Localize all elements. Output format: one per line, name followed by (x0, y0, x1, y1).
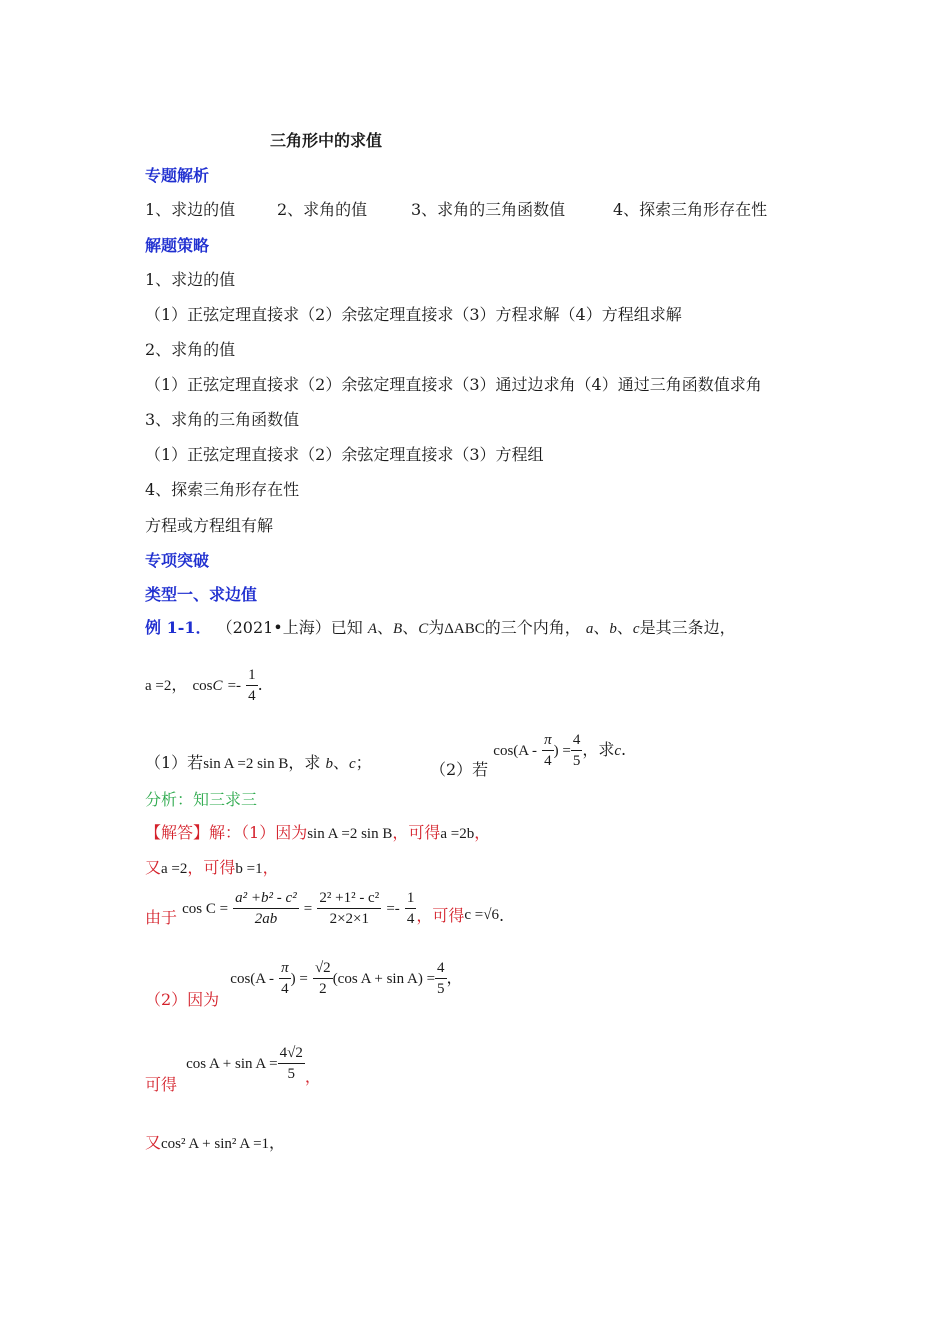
solution-line-6 (145, 1130, 285, 1153)
var-A: A (367, 621, 378, 637)
solution-line-2 (145, 855, 279, 878)
separator: 、 (377, 618, 394, 637)
q2-end: . (621, 740, 627, 759)
var-a: a (585, 621, 594, 637)
numerator: 1 (405, 888, 417, 909)
var-c: c (614, 743, 622, 759)
example-statement (145, 615, 736, 638)
p1-get: ，可得 (392, 823, 441, 842)
denominator: 4 (248, 688, 256, 704)
heading-analysis: 专题解析 (145, 166, 210, 185)
fraction-sqrt2-over-2 (313, 958, 333, 999)
var-c: c (348, 756, 356, 772)
strategy-3-heading: 3、求角的三角函数值 (145, 410, 300, 429)
comma: ， (171, 675, 188, 694)
topic-2: 2、求角的值 (277, 200, 368, 219)
law-of-cosines-fraction (233, 888, 299, 929)
eq: = (303, 901, 313, 917)
page-title: 三角形中的求值 (270, 131, 383, 150)
p2-cos: cos(A - (230, 971, 275, 987)
period: . (257, 675, 263, 694)
also2: 又 (145, 1133, 162, 1152)
strategy-1-detail: （1）正弦定理直接求（2）余弦定理直接求（3）方程求解（4）方程组求解 (145, 305, 682, 324)
numerator: 2² +1² - c² (317, 888, 381, 909)
eq-neg: =- (227, 678, 242, 694)
fraction-4sqrt2-over-5 (278, 1043, 305, 1084)
solution-line-1 (145, 820, 490, 843)
numerator: π (542, 730, 554, 751)
var-C: C (212, 678, 223, 694)
topic-3: 3、求角的三角函数值 (411, 200, 566, 219)
analysis-note: 分析：知三求三 (145, 790, 258, 809)
var-C: C (418, 621, 429, 637)
fraction-one-quarter (246, 665, 258, 706)
denominator: 5 (437, 981, 445, 997)
since: 由于 (145, 908, 178, 927)
heading-strategy: 解题策略 (145, 236, 210, 255)
q1-condition: sin A =2 sin B (203, 756, 289, 772)
example-label: 例 1-1． (145, 618, 212, 637)
q2-close: ) = (553, 743, 571, 759)
var-B: B (393, 621, 403, 637)
p2-because: （2）因为 (145, 990, 220, 1009)
topic-1: 1、求边的值 (145, 200, 236, 219)
given-values (145, 665, 263, 706)
var-c: c (632, 621, 640, 637)
fraction-four-fifths (571, 730, 583, 771)
comma: ， (474, 823, 491, 842)
denominator: 2ab (254, 911, 278, 927)
text-sides: 是其三条边， (639, 618, 736, 637)
denominator: 4 (281, 981, 289, 997)
comma: ， (304, 1067, 321, 1086)
q2-if: （2）若 (430, 760, 489, 779)
numerator: a² +b² - c² (233, 888, 299, 909)
q2-find: ，求 (582, 740, 615, 759)
separator: 、 (616, 618, 633, 637)
numerator: π (279, 958, 291, 979)
numerator: 1 (246, 665, 258, 686)
c-value: c =√6 (464, 907, 499, 923)
comma: ， (446, 968, 463, 987)
cos-c-eq: cos C = (182, 901, 229, 917)
question-2 (430, 730, 627, 779)
sum-left: cos A + sin A = (186, 1056, 278, 1072)
comma: ， (262, 858, 279, 877)
heading-type1: 类型一、求边值 (145, 585, 258, 604)
p2-close: ) = (290, 971, 308, 987)
separator: 、 (402, 618, 419, 637)
denominator: 2×2×1 (329, 911, 369, 927)
text-angles: 的三个内角， (484, 618, 581, 637)
fraction-pi-quarter (542, 730, 554, 771)
strategy-3-detail: （1）正弦定理直接求（2）余弦定理直接求（3）方程组 (145, 445, 544, 464)
triangle-abc: ΔABC (444, 621, 485, 637)
also: 又 (145, 858, 162, 877)
get: ，可得 (187, 858, 236, 877)
question-1 (145, 750, 372, 773)
solution-line-3 (145, 888, 504, 929)
b-equals-1: b =1 (235, 861, 263, 877)
p1-result: a =2b (440, 826, 475, 842)
strategy-2-detail: （1）正弦定理直接求（2）余弦定理直接求（3）通过边求角（4）通过三角函数值求角 (145, 375, 762, 394)
solution-line-5 (145, 1043, 321, 1094)
strategy-1-heading: 1、求边的值 (145, 270, 236, 289)
q1-end: ； (355, 753, 372, 772)
eq-neg: =- (386, 901, 400, 917)
fraction-four-fifths (435, 958, 447, 999)
given-a: a =2 (145, 678, 172, 694)
p1-condition: sin A =2 sin B (307, 826, 393, 842)
a-equals-2: a =2 (161, 861, 188, 877)
example-source: （2021•上海）已知 (216, 618, 363, 637)
heading-breakthrough: 专项突破 (145, 551, 210, 570)
topic-4: 4、探索三角形存在性 (613, 200, 768, 219)
fraction-pi-quarter (279, 958, 291, 999)
numerator: 4√2 (278, 1043, 305, 1064)
var-b: b (609, 621, 617, 637)
separator: 、 (593, 618, 610, 637)
strategy-4-heading: 4、探索三角形存在性 (145, 480, 300, 499)
var-b: b (325, 756, 333, 772)
denominator: 4 (406, 911, 415, 927)
denominator: 5 (287, 1066, 295, 1082)
q1-if: （1）若 (145, 753, 204, 772)
denominator: 5 (572, 753, 581, 769)
comma: ， (269, 1133, 286, 1152)
fraction-one-quarter (405, 888, 417, 929)
numerator: 4 (571, 730, 583, 751)
p2-mid: (cos A + sin A) = (332, 971, 436, 987)
denominator: 2 (319, 981, 327, 997)
separator: 、 (332, 753, 349, 772)
period: . (499, 906, 505, 925)
pythagorean-identity: cos² A + sin² A =1 (161, 1136, 270, 1152)
solution-tag: 【解答】解： (145, 823, 242, 842)
strategy-4-detail: 方程或方程组有解 (145, 516, 274, 535)
numerator: √2 (313, 958, 333, 979)
q1-find: ，求 (288, 753, 321, 772)
numerator: 4 (435, 958, 447, 979)
solution-line-4 (145, 958, 463, 1009)
p1-because: （1）因为 (241, 823, 308, 842)
denominator: 4 (544, 753, 552, 769)
strategy-2-heading: 2、求角的值 (145, 340, 236, 359)
get: ，可得 (416, 906, 465, 925)
substituted-fraction (317, 888, 381, 929)
cos-c-label: cos (192, 678, 213, 694)
q2-cos: cos(A - (493, 743, 538, 759)
text-for: 为 (428, 618, 445, 637)
get2: 可得 (145, 1075, 178, 1094)
